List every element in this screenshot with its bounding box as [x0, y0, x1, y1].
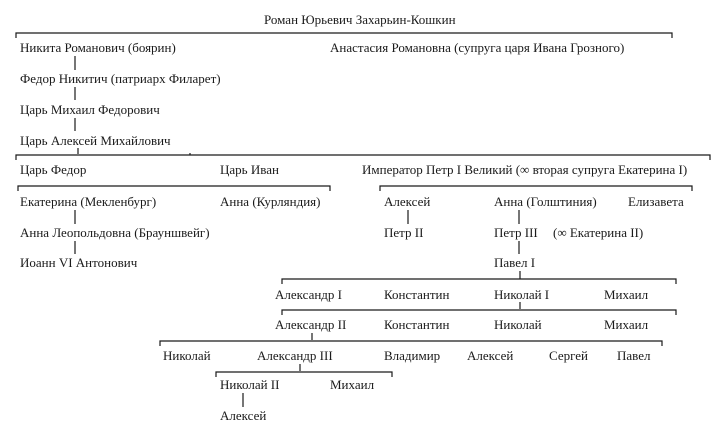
person-konstantin-pavlovich: Константин	[384, 287, 450, 302]
person-nikolai-nikolaevich: Николай	[494, 317, 542, 332]
person-peter-great: Император Петр I Великий (∞ вторая супруга Екатерина I)	[362, 162, 688, 177]
person-alexander-ii: Александр II	[275, 317, 347, 332]
person-anna-holstein: Анна (Голштиния)	[494, 194, 597, 209]
person-alexei-petrovich: Алексей	[384, 194, 431, 209]
person-anna-courland: Анна (Курляндия)	[220, 194, 321, 209]
connector-nikolai1-children	[282, 310, 676, 315]
person-pavel-i: Павел I	[494, 255, 536, 270]
person-elizaveta: Елизавета	[628, 194, 684, 209]
person-alexei-nikolaevich: Алексей	[220, 408, 267, 423]
person-root: Роман Юрьевич Захарьин-Кошкин	[264, 12, 456, 27]
connector-peter-children	[380, 186, 692, 191]
person-fedor-nikitich: Федор Никитич (патриарх Филарет)	[20, 71, 221, 86]
person-nikolai-alexandrovich: Николай	[163, 348, 211, 363]
connector-alexander2-children	[160, 341, 662, 346]
person-nikita: Никита Романович (боярин)	[20, 40, 176, 55]
person-mikhail-nikolaevich: Михаил	[604, 317, 649, 332]
person-nikolai-ii: Николай II	[220, 377, 280, 392]
person-alexander-iii: Александр III	[257, 348, 333, 363]
person-petr-ii: Петр II	[384, 225, 424, 240]
person-vladimir: Владимир	[384, 348, 441, 363]
person-anna-leopoldovna: Анна Леопольдовна (Брауншвейг)	[20, 225, 210, 240]
person-tsar-ivan: Царь Иван	[220, 162, 279, 177]
person-alexander-i: Александр I	[275, 287, 342, 302]
person-alexei-mikhailovich: Царь Алексей Михайлович	[20, 133, 171, 148]
connector-pavel-children	[282, 279, 676, 284]
person-anastasia: Анастасия Романовна (супруга царя Ивана Грозного)	[330, 40, 625, 55]
person-pavel-alexandrovich: Павел	[617, 348, 651, 363]
connector-alexei-children	[16, 153, 710, 160]
spouse-ekaterina-ii: (∞ Екатерина II)	[553, 225, 644, 240]
person-konstantin-nikolaevich: Константин	[384, 317, 450, 332]
person-mikhail-alexandrovich: Михаил	[330, 377, 375, 392]
person-ioann-vi: Иоанн VI Антонович	[20, 255, 138, 270]
person-mikhail-fedorovich: Царь Михаил Федорович	[20, 102, 160, 117]
person-mikhail-pavlovich: Михаил	[604, 287, 649, 302]
person-sergei: Сергей	[549, 348, 588, 363]
connector-ivan-children	[18, 186, 330, 191]
person-petr-iii: Петр III	[494, 225, 538, 240]
connector-root	[16, 33, 672, 38]
person-ekaterina-mecklenburg: Екатерина (Мекленбург)	[20, 194, 157, 209]
person-nikolai-i: Николай I	[494, 287, 550, 302]
person-alexei-alexandrovich: Алексей	[467, 348, 514, 363]
person-tsar-fedor: Царь Федор	[20, 162, 87, 177]
